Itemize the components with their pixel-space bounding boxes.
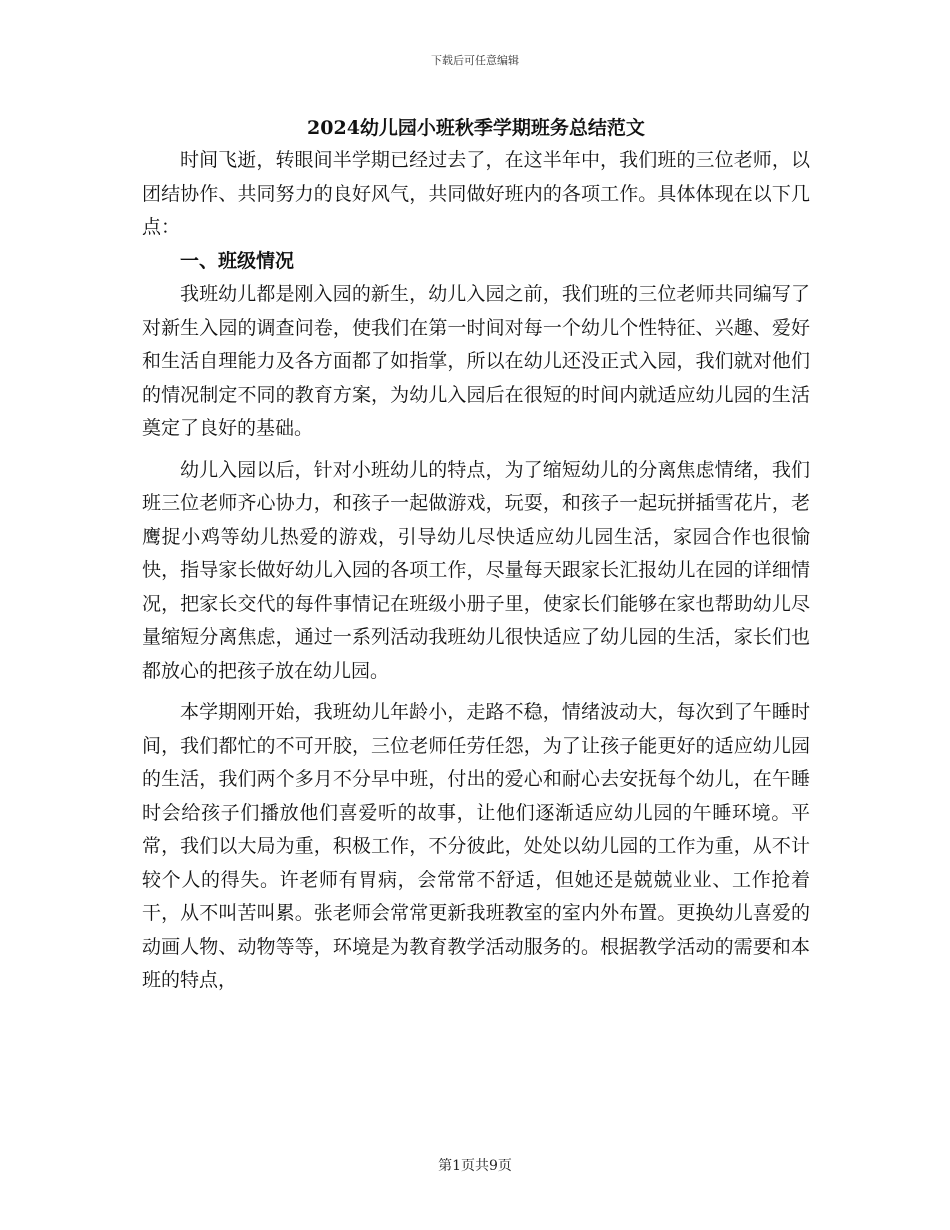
page-header-note: 下载后可任意编辑 [431, 54, 519, 67]
section-heading-class-situation: 一、班级情况 [180, 249, 295, 272]
body-paragraph-2: 幼儿入园以后，针对小班幼儿的特点，为了缩短幼儿的分离焦虑情绪，我们班三位老师齐心协力，和孩子一起做游戏，玩耍，和孩子一起玩拼插雪花片，老鹰捉小鸡等幼儿热爱的游戏，引导幼儿尽快适应幼儿园生活，家园合作也很愉快，指导家长做好幼儿入园的各项工作，尽量每天跟家长汇报幼儿在园的详细情况，把家长交代的每件事情记在班级小册子里，使家长们能够在家也帮助幼儿尽量缩短分离焦虑，通过一系列活动我班幼儿很快适应了幼儿园的生活，家长们也都放心的把孩子放在幼儿园。 [142, 458, 810, 682]
document-title: 2024幼儿园小班秋季学期班务总结范文 [307, 117, 645, 139]
document-body [142, 112, 810, 998]
intro-paragraph: 时间飞逝，转眼间半学期已经过去了，在这半年中，我们班的三位老师，以团结协作、共同努力的良好风气，共同做好班内的各项工作。具体体现在以下几点： [142, 149, 810, 238]
body-paragraph-1: 我班幼儿都是刚入园的新生，幼儿入园之前，我们班的三位老师共同编写了对新生入园的调查问卷，使我们在第一时间对每一个幼儿个性特征、兴趣、爱好和生活自理能力及各方面都了如指掌，所以在幼儿还没正式入园，我们就对他们的情况制定不同的教育方案，为幼儿入园后在很短的时间内就适应幼儿园的生活奠定了良好的基础。 [142, 283, 810, 439]
page-number-footer: 第1页共9页 [438, 1158, 512, 1174]
body-paragraph-3: 本学期刚开始，我班幼儿年龄小，走路不稳，情绪波动大，每次到了午睡时间，我们都忙的不可开胶，三位老师任劳任怨，为了让孩子能更好的适应幼儿园的生活，我们两个多月不分早中班，付出的爱心和耐心去安抚每个幼儿，在午睡时会给孩子们播放他们喜爱听的故事，让他们逐渐适应幼儿园的午睡环境。平常，我们以大局为重，积极工作，不分彼此，处处以幼儿园的工作为重，从不计较个人的得失。许老师有胃病，会常常不舒适，但她还是兢兢业业、工作抢着干，从不叫苦叫累。张老师会常常更新我班教室的室内外布置。更换幼儿喜爱的动画人物、动物等等，环境是为教育教学活动服务的。根据教学活动的需要和本班的特点， [142, 701, 810, 991]
